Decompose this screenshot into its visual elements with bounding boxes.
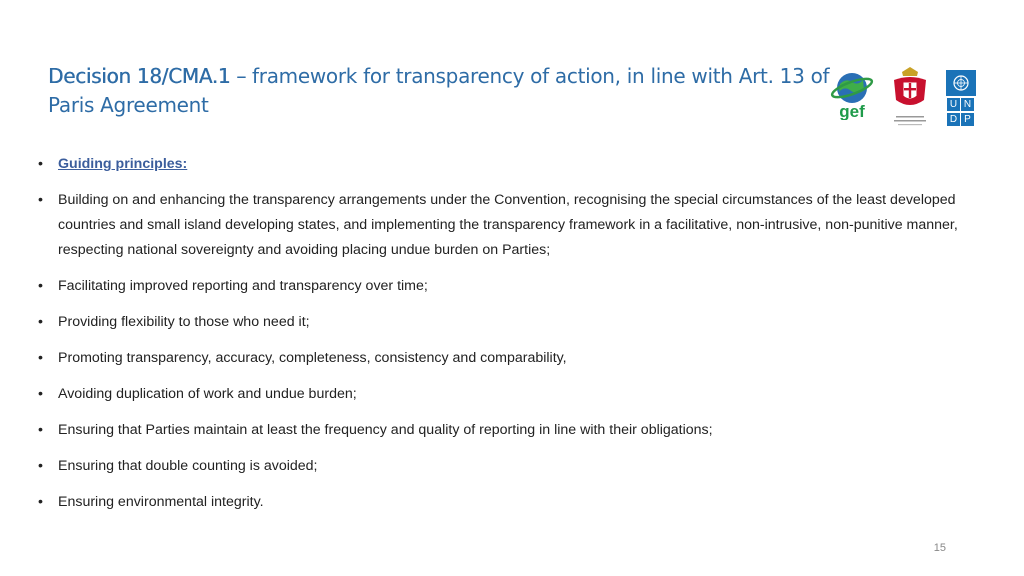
list-item: [38, 454, 978, 479]
bullet: •: [38, 314, 43, 330]
list-item: [38, 346, 978, 371]
list-item-text: Providing flexibility to those who need it;: [58, 314, 310, 330]
list-item: [38, 382, 978, 407]
bullet: •: [38, 278, 43, 294]
list-item: [38, 490, 978, 515]
title-decision: Decision 18/CMA.1 –: [48, 64, 246, 88]
bullet: •: [38, 192, 43, 208]
bullet: •: [38, 494, 43, 510]
list-item: [38, 188, 978, 263]
page-number: 15: [933, 542, 946, 554]
un-emblem-icon: [946, 70, 976, 96]
guiding-principles-list: [38, 152, 978, 515]
gef-wordmark: gef: [839, 102, 865, 120]
bullet: •: [38, 350, 43, 366]
list-item-text: Ensuring that Parties maintain at least the frequency and quality of reporting in line with their obligations;: [58, 422, 713, 438]
undp-letter-u: U: [946, 97, 961, 112]
list-item-text: Promoting transparency, accuracy, completeness, consistency and comparability,: [58, 350, 567, 366]
list-item: [38, 418, 978, 443]
bullet: •: [38, 458, 43, 474]
undp-logo: [946, 70, 976, 128]
list-heading: [38, 152, 978, 177]
gef-logo: [830, 70, 874, 120]
bullet: •: [38, 156, 43, 172]
list-item-text: Building on and enhancing the transparency arrangements under the Convention, recognising the special circumstances of the least developed countries and small island developing states, and implementing the transparency framework in a facilitative, non-intrusive, non-punitive manner, respecting national sovereignty and avoiding placing undue burden on Parties;: [58, 192, 958, 258]
undp-letter-d: D: [946, 112, 961, 127]
list-item-text: Facilitating improved reporting and transparency over time;: [58, 278, 428, 294]
title-description: framework for transparency of action, in line with Art. 13 of Paris Agreement: [48, 64, 830, 117]
bullet: •: [38, 422, 43, 438]
bullet: •: [38, 386, 43, 402]
guiding-principles-heading: Guiding principles:: [58, 156, 188, 172]
undp-letter-n: N: [960, 97, 975, 112]
list-item: [38, 274, 978, 299]
list-item-text: Ensuring that double counting is avoided;: [58, 458, 318, 474]
serbia-coat-of-arms-logo: [890, 66, 930, 128]
list-item-text: Ensuring environmental integrity.: [58, 494, 264, 510]
list-item: [38, 310, 978, 335]
list-item-text: Avoiding duplication of work and undue burden;: [58, 386, 357, 402]
undp-letter-p: P: [960, 112, 975, 127]
slide-title: [48, 62, 838, 120]
